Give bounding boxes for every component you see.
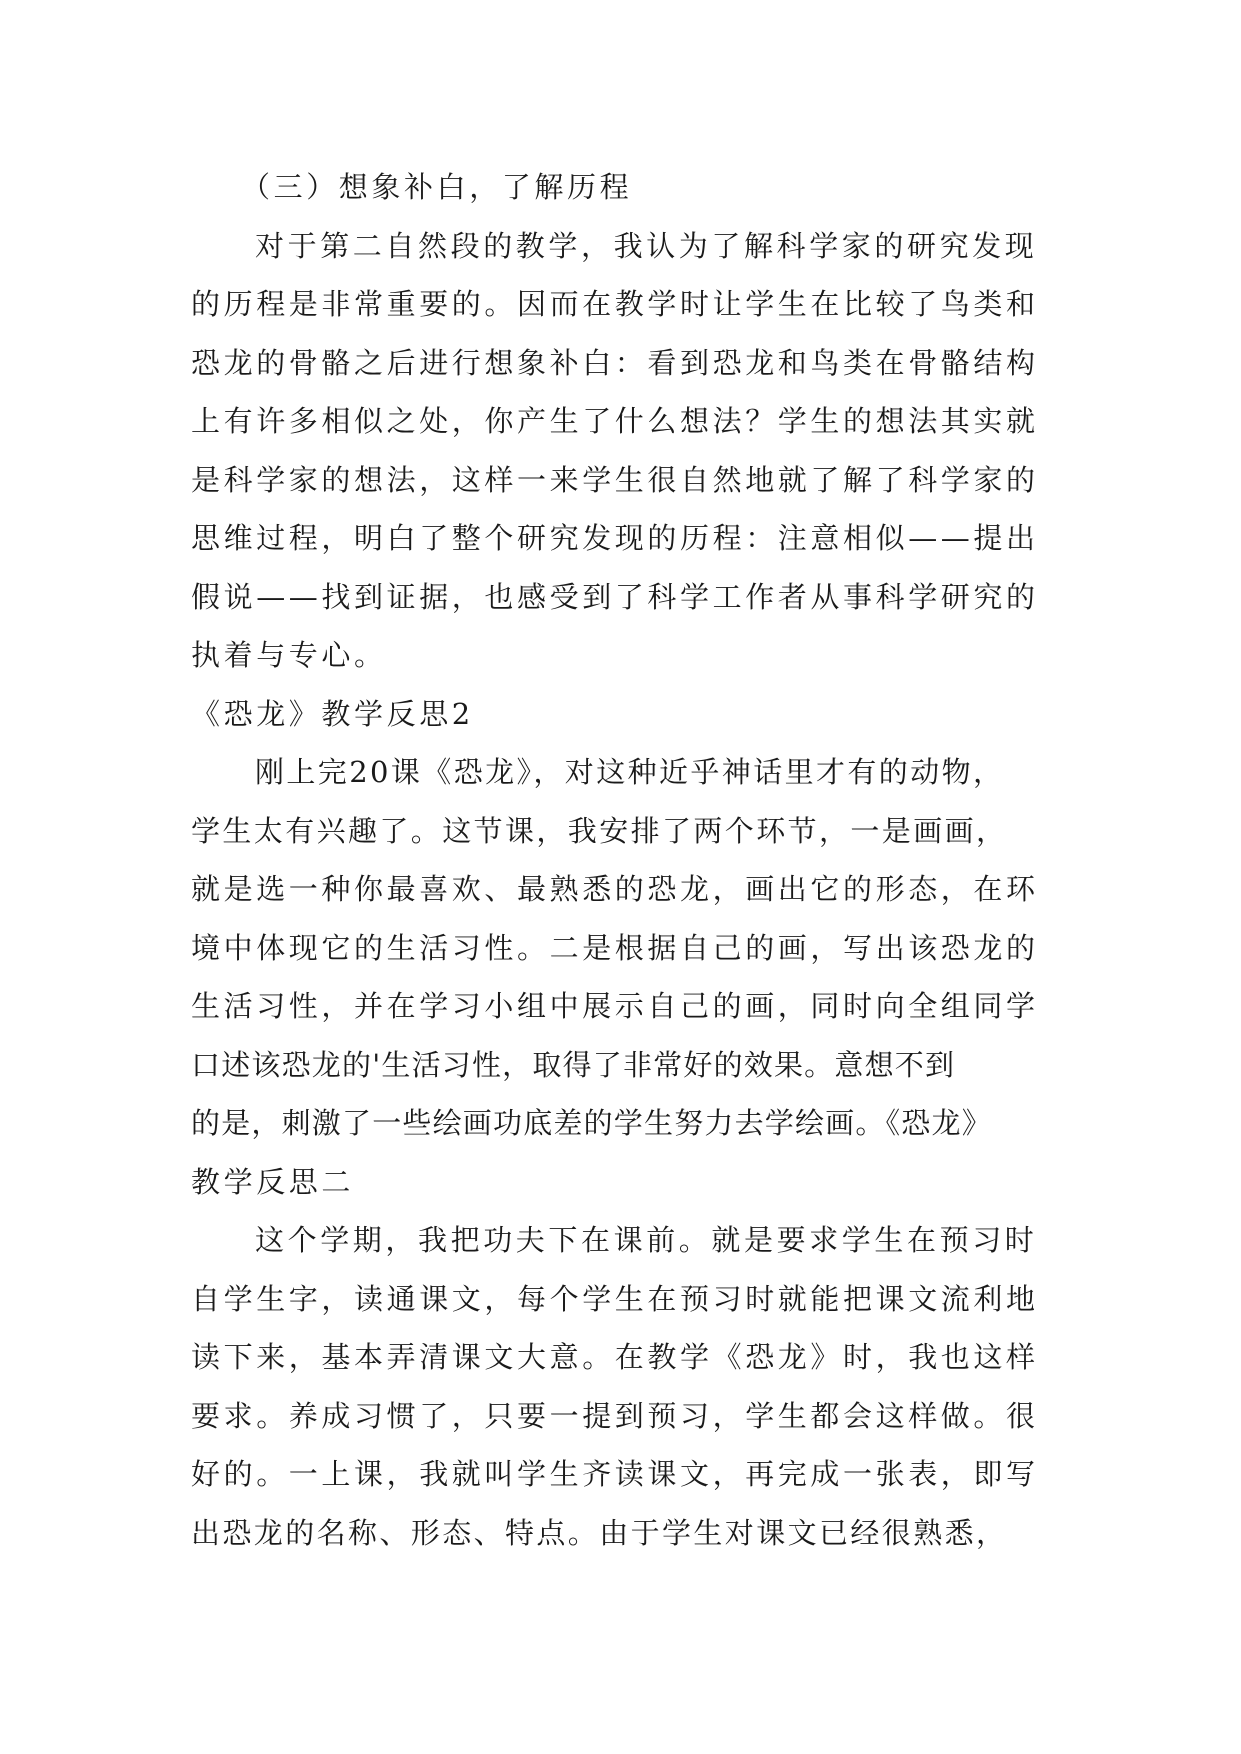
paragraph-line: 假说——找到证据，也感受到了科学工作者从事科学研究的 bbox=[191, 579, 1039, 614]
paragraph-line: 境中体现它的生活习性。二是根据自己的画，写出该恐龙的 bbox=[191, 930, 1039, 965]
paragraph-line: 执着与专心。 bbox=[191, 638, 387, 672]
paragraph-line: 要求。养成习惯了，只要一提到预习，学生都会这样做。很 bbox=[191, 1398, 1039, 1433]
paragraph-line: 上有许多相似之处，你产生了什么想法？学生的想法其实就 bbox=[191, 404, 1039, 438]
article-title: 《恐龙》教学反思2 bbox=[191, 696, 474, 731]
paragraph-line: 自学生字，读通课文，每个学生在预习时就能把课文流利地 bbox=[191, 1281, 1039, 1316]
paragraph-line: 生活习性，并在学习小组中展示自己的画，同时向全组同学 bbox=[191, 989, 1039, 1023]
paragraph-line: 刚上完20课《恐龙》，对这种近乎神话里才有的动物， bbox=[255, 755, 1005, 789]
section-heading: （三）想象补白，了解历程 bbox=[241, 170, 633, 204]
paragraph-line: 口述该恐龙的'生活习性，取得了非常好的效果。意想不到 bbox=[191, 1047, 956, 1082]
paragraph-line: 学生太有兴趣了。这节课，我安排了两个环节，一是画画， bbox=[191, 813, 1008, 848]
document-body bbox=[191, 158, 1051, 1562]
paragraph-line: 思维过程，明白了整个研究发现的历程：注意相似——提出 bbox=[191, 521, 1039, 555]
paragraph-line: 对于第二自然段的教学，我认为了解科学家的研究发现 bbox=[255, 228, 1038, 263]
paragraph-line: 就是选一种你最喜欢、最熟悉的恐龙，画出它的形态，在环 bbox=[191, 872, 1039, 906]
paragraph-line: 的是，刺激了一些绘画功底差的学生努力去学绘画。《恐龙》 bbox=[191, 1106, 992, 1140]
paragraph-line: 出恐龙的名称、形态、特点。由于学生对课文已经很熟悉， bbox=[191, 1515, 1008, 1550]
paragraph-line: 恐龙的骨骼之后进行想象补白：看到恐龙和鸟类在骨骼结构 bbox=[191, 345, 1039, 380]
paragraph-line: 是科学家的想法，这样一来学生很自然地就了解了科学家的 bbox=[191, 462, 1039, 497]
article-title: 教学反思二 bbox=[191, 1164, 355, 1199]
paragraph-line: 这个学期，我把功夫下在课前。就是要求学生在预习时 bbox=[255, 1223, 1038, 1257]
paragraph-line: 的历程是非常重要的。因而在教学时让学生在比较了鸟类和 bbox=[191, 287, 1039, 321]
paragraph-line: 读下来，基本弄清课文大意。在教学《恐龙》时，我也这样 bbox=[191, 1340, 1039, 1374]
paragraph-line: 好的。一上课，我就叫学生齐读课文，再完成一张表，即写 bbox=[191, 1457, 1039, 1491]
